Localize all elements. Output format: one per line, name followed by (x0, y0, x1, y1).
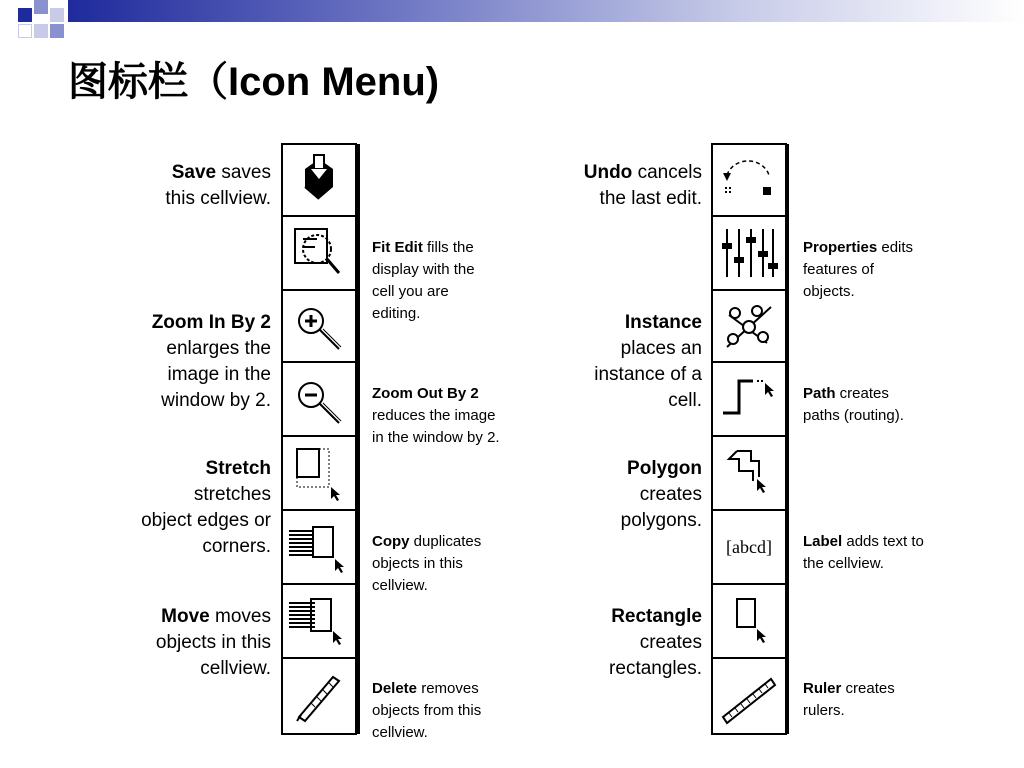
rectangle-button[interactable] (711, 583, 787, 659)
undo-button[interactable] (711, 143, 787, 217)
label-description: Label adds text to the cellview. (803, 533, 924, 572)
delete-icon (283, 659, 355, 733)
ruler-icon (713, 659, 785, 733)
label-button[interactable] (711, 509, 787, 585)
copy-icon (283, 511, 355, 583)
ruler-button[interactable] (711, 657, 787, 735)
path-icon (713, 363, 785, 435)
fit-edit-icon (283, 217, 355, 289)
fit-edit-description: Fit Edit fills the display with the cell you are editing. (372, 239, 475, 322)
title-english: Icon Menu) (228, 60, 440, 104)
polygon-icon (713, 437, 785, 509)
save-button[interactable] (281, 143, 357, 217)
properties-description: Properties edits features of objects. (803, 239, 914, 300)
polygon-button[interactable] (711, 435, 787, 511)
stretch-icon (283, 437, 355, 509)
stretch-description: Stretch stretches object edges or corners. (141, 458, 271, 557)
rectangle-description: Rectangle creates rectangles. (609, 606, 702, 679)
page-title (68, 50, 439, 107)
label-icon-text: [abcd] (726, 537, 772, 557)
decor-square (18, 24, 32, 38)
zoom-in-icon (283, 291, 355, 361)
zoom-out-description: Zoom Out By 2 reduces the image in the window by 2. (372, 385, 500, 446)
delete-button[interactable] (281, 657, 357, 735)
decor-square (34, 24, 48, 38)
fit-edit-button[interactable] (281, 215, 357, 291)
rectangle-icon (713, 585, 785, 657)
title-paren: （ (188, 59, 228, 105)
undo-description: Undo cancels the last edit. (583, 162, 702, 209)
ruler-description: Ruler creates rulers. (803, 680, 895, 719)
zoom-in-button[interactable] (281, 289, 357, 363)
instance-button[interactable] (711, 289, 787, 363)
zoom-out-icon (283, 363, 355, 435)
label-icon (713, 511, 785, 583)
zoom-out-button[interactable] (281, 361, 357, 437)
decor-square (18, 8, 32, 22)
path-description: Path creates paths (routing). (803, 385, 904, 424)
move-button[interactable] (281, 583, 357, 659)
instance-icon (713, 291, 785, 361)
properties-button[interactable] (711, 215, 787, 291)
move-description: Move moves objects in this cellview. (155, 606, 271, 679)
save-icon (283, 145, 355, 215)
decor-square (34, 0, 48, 14)
header-gradient-bar (68, 0, 1024, 22)
instance-description: Instance places an instance of a cell. (594, 312, 702, 411)
save-description: Save saves this cellview. (165, 162, 271, 209)
path-button[interactable] (711, 361, 787, 437)
undo-icon (713, 145, 785, 215)
delete-description: Delete removes objects from this cellview. (372, 680, 482, 741)
properties-icon (713, 217, 785, 289)
polygon-description: Polygon creates polygons. (620, 458, 702, 531)
decor-square (50, 24, 64, 38)
move-icon (283, 585, 355, 657)
decor-square (50, 8, 64, 22)
zoom-in-description: Zoom In By 2 enlarges the image in the window by 2. (151, 312, 271, 411)
copy-description: Copy duplicates objects in this cellview. (372, 533, 482, 594)
title-chinese: 图标栏 (68, 59, 188, 105)
copy-button[interactable] (281, 509, 357, 585)
stretch-button[interactable] (281, 435, 357, 511)
